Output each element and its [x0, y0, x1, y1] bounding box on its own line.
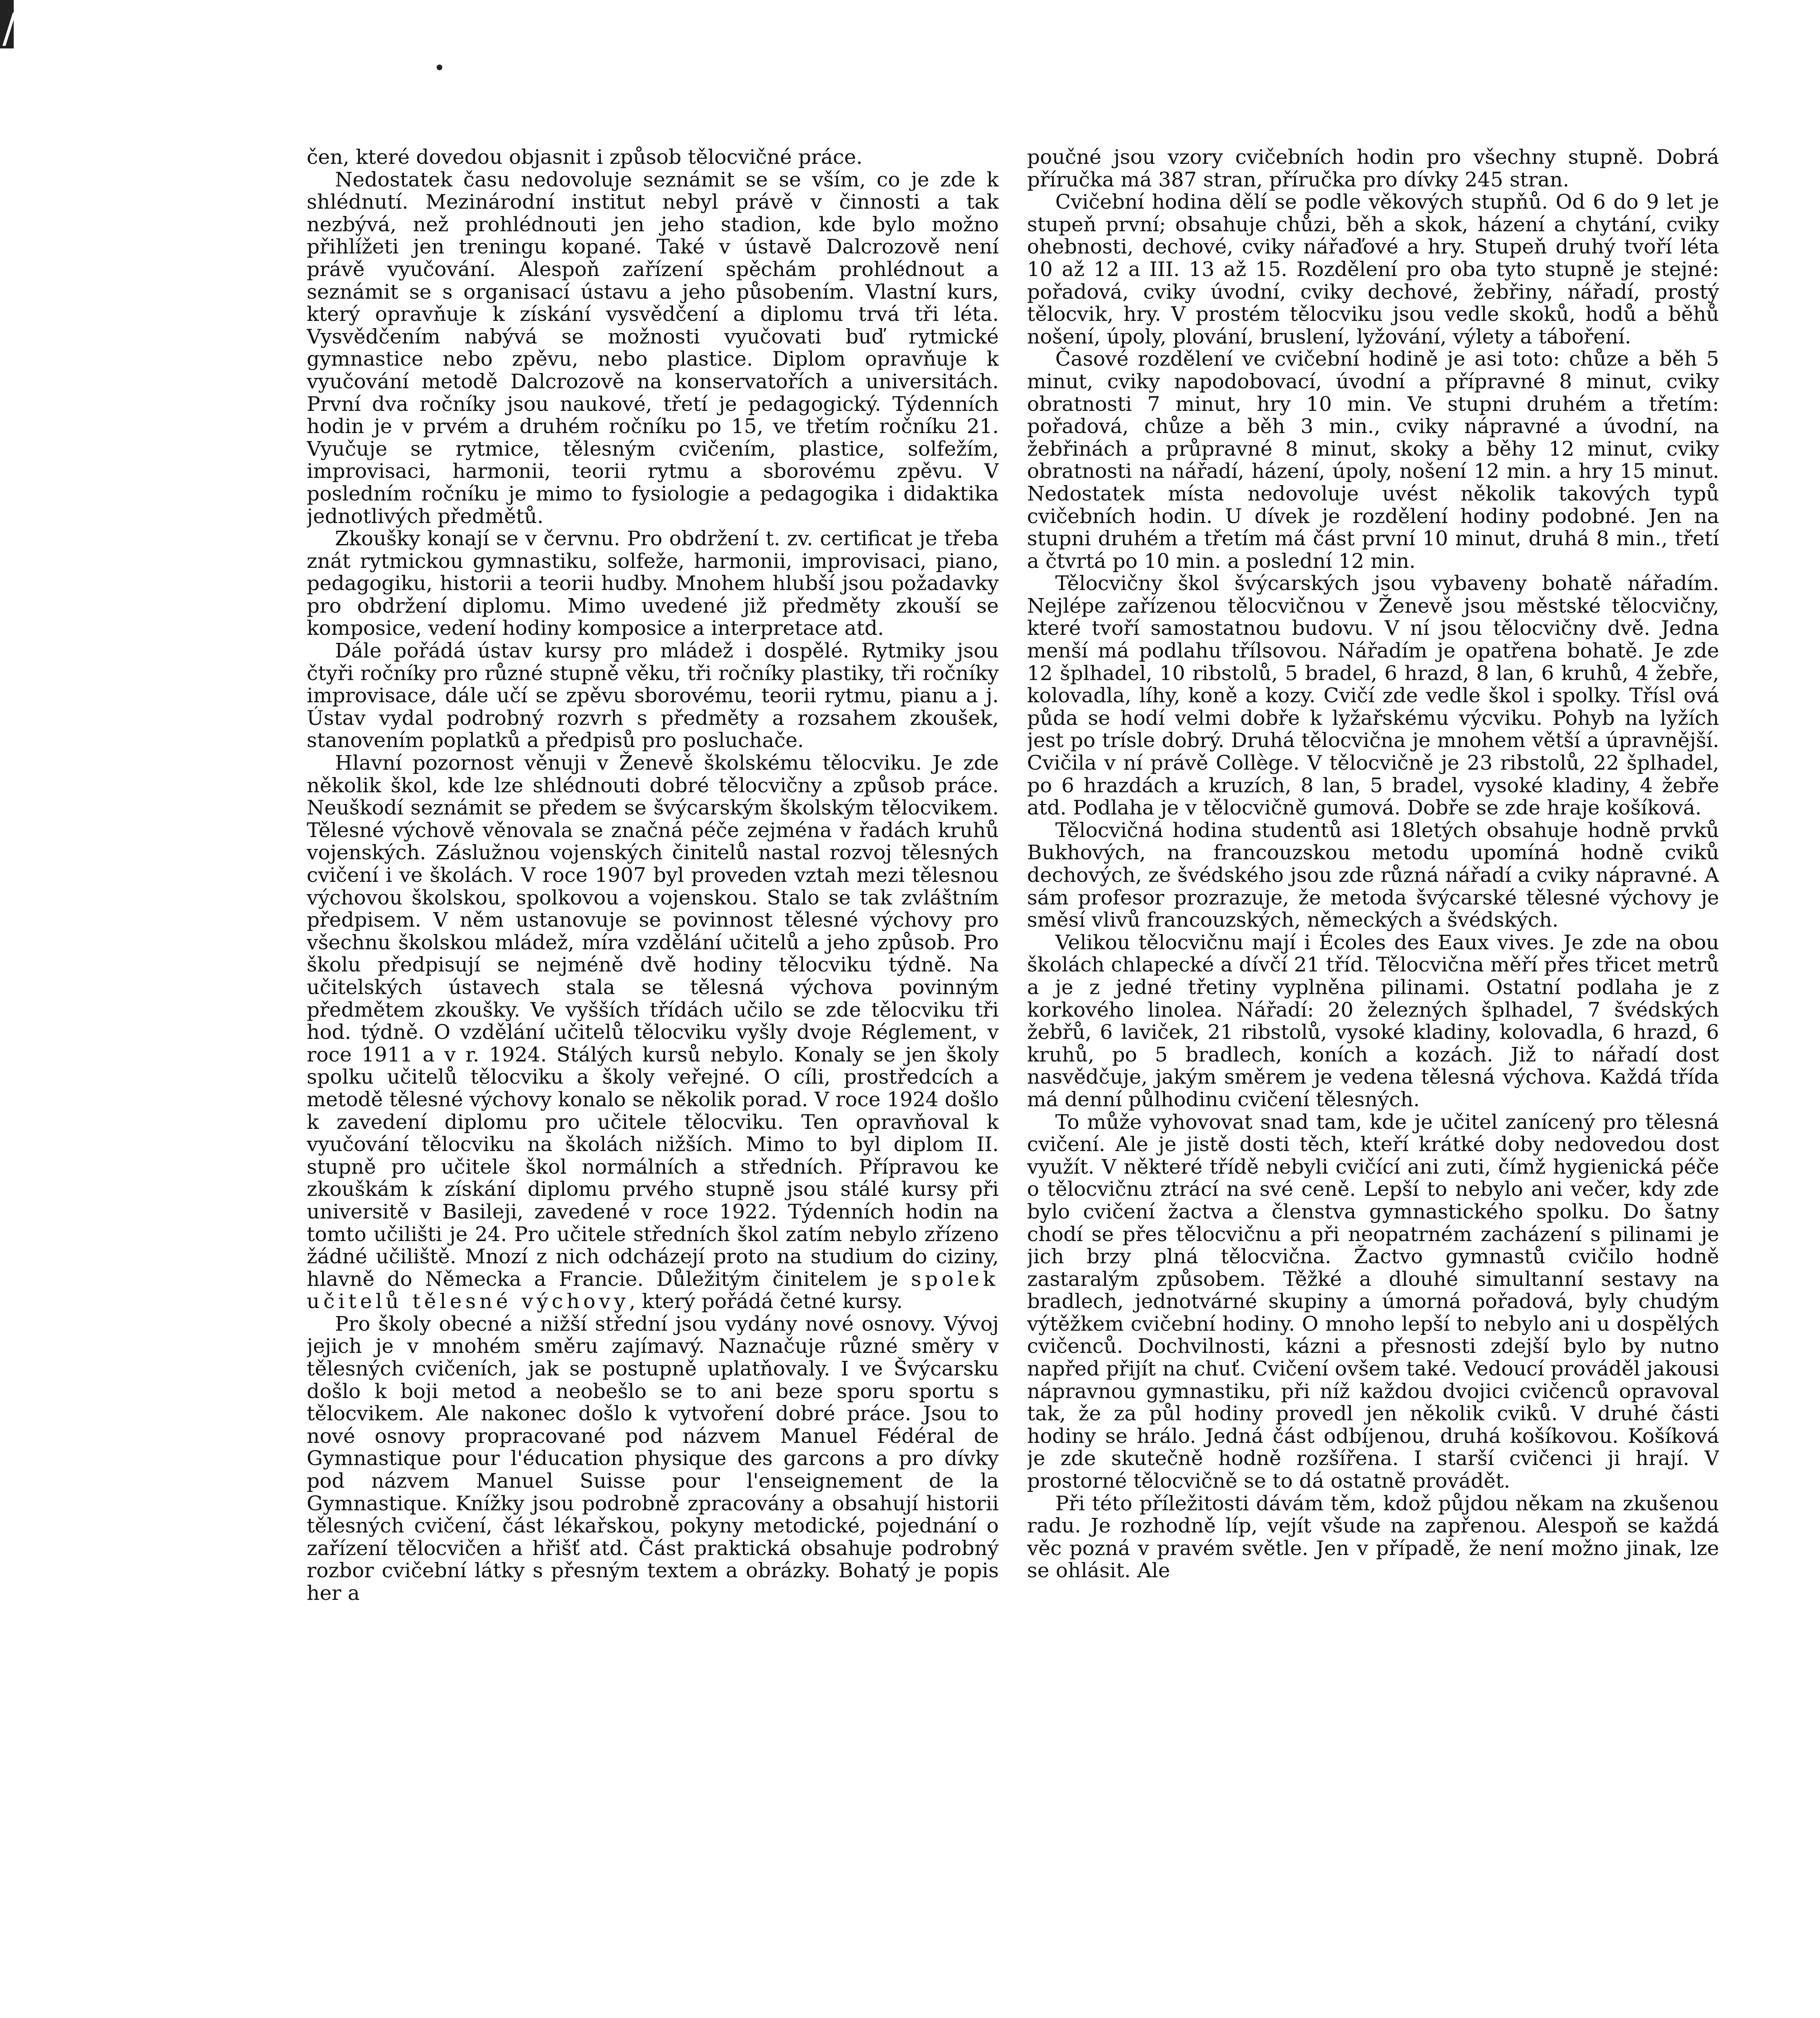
left-text-column	[307, 146, 999, 1987]
right-paragraph-3: Časové rozdělení ve cvičební hodině je asi toto: chůze a běh 5 minut, cviky napodobovací, úvodní a přípravné 8 minut, cviky obratnosti 7 minut, hry 10 min. Ve stupni druhém a třetím: pořadová, chůze a běh 3 min., cviky nápravné a úvodní, na žebřinách a průpravné 8 minut, skoky a běhy 12 minut, cviky obratnosti na nářadí, házení, úpoly, nošení 12 min. a hry 15 minut. Nedostatek místa nedovoluje uvést několik takových typů cvičebních hodin. U dívek je rozdělení hodiny podobné. Jen na stupni druhém a třetím má část první 10 minut, druhá 8 min., třetí a čtvrtá po 10 min. a poslední 12 min.	[1027, 347, 1719, 573]
scan-border-top-left	[0, 0, 16, 52]
right-paragraph-7: To může vyhovovat snad tam, kde je učitel zanícený pro tělesná cvičení. Ale je jistě dosti těch, kteří krátké doby nedovedou dost využít. V některé třídě nebyli cvičící ani zuti, čímž hygienická péče o tělocvičnu ztrácí na své ceně. Lepší to nebylo ani večer, kdy zde bylo cvičení žactva a členstva gymnastického spolku. Do šatny chodí se přes tělocvičnu a při neopatrném zacházení s pilinami je jich brzy plná tělocvična. Žactvo gymnastů cvičilo hodně zastaralým způsobem. Těžké a dlouhé simultanní sestavy na bradlech, jednotvárné skupiny a úmorná pořadová, byly chudým výtěžkem cvičební hodiny. O mnoho lepší to nebylo ani u dospělých cvičenců. Dochvilnosti, kázni a přesnosti zdejší bylo by nutno napřed přijít na chuť. Cvičení ovšem také. Vedoucí prováděl jakousi nápravnou gymnastiku, při níž každou dvojici cvičenců opravoval tak, že za půl hodiny provedl jen několik cviků. V druhé části hodiny se hrálo. Jedná část odbíjenou, druhá košíkovou. Košíková je zde skutečně hodně rozšířena. I starší cvičenci ji hrají. V prostorné tělocvičně se to dá ostatně provádět.	[1027, 1110, 1719, 1493]
right-paragraph-6: Velikou tělocvičnu mají i Écoles des Eaux vives. Je zde na obou školách chlapecké a dívčí 21 tříd. Tělocvična měří přes třicet metrů a je z jedné třetiny vyplněna pilinami. Ostatní podlaha je z korkového linolea. Nářadí: 20 železných šplhadel, 7 švédských žebřů, 6 laviček, 21 ribstolů, vysoké kladiny, kolovadla, 6 hrazd, 6 kruhů, po 5 bradlech, koních a kozách. Již to nářadí dost nasvědčuje, jakým směrem je vedena tělesná výchova. Každá třída má denní půlhodinu cvičení tělesných.	[1027, 930, 1719, 1111]
right-paragraph-5: Tělocvičná hodina studentů asi 18letých obsahuje hodně prvků Bukhových, na francouzskou metodu upomíná hodně cviků dechových, ze švédského jsou zde různá nářadí a cviky nápravné. A sám profesor prozrazuje, že metoda švýcarské tělesné výchovy je směsí vlivů francouzských, německých a švédských.	[1027, 818, 1719, 932]
spaced-phrase: spolek učitelů tělesné výchovy	[307, 1267, 999, 1313]
right-text-column	[1027, 146, 1719, 1987]
corner-mark-icon: /	[2, 4, 16, 52]
ink-dot	[437, 65, 442, 70]
left-paragraph-4: Dále pořádá ústav kursy pro mládež i dospělé. Rytmiky jsou čtyři ročníky pro různé stupně věku, tři ročníky plastiky, tři ročníky improvisace, dále učí se zpěvu sborovému, teorii rytmu, pianu a j. Ústav vydal podrobný rozvrh s předměty a rozsahem zkoušek, stanovením poplatků a předpisů pro posluchače.	[307, 639, 999, 752]
left-paragraph-5-text: Hlavní pozornost věnuji v Ženevě školskému tělocviku. Je zde několik škol, kde lze shlédnouti dobré tělocvičny a způsob práce. Neuškodí seznámit se předem se švýcarským školským tělocvikem. Tělesné výchově věnovala se značná péče zejména v řadách kruhů vojenských. Záslužnou vojenských činitelů nastal rozvoj tělesných cvičení i ve školách. V roce 1907 byl proveden vztah mezi tělesnou výchovou školskou, spolkovou a vojenskou. Stalo se tak zvláštním předpisem. V něm ustanovuje se povinnost tělesné výchovy pro všechnu školskou mládež, míra vzdělání učitelů a jeho způsob. Pro školu předpisují se nejméně dvě hodiny tělocviku týdně. Na učitelských ústavech stala se tělesná výchova povinným předmětem zkoušky. Ve vyšších třídách učilo se zde tělocviku tři hod. týdně. O vzdělání učitelů tělocviku vyšly dvoje Réglement, v roce 1911 a v r. 1924. Stálých kursů nebylo. Konaly se jen školy spolku učitelů tělocviku a školy veřejné. O cíli, prostředcích a metodě tělesné výchovy konalo se několik porad. V roce 1924 došlo k zavedení diplomu pro učitele tělocviku. Ten opravňoval k vyučování tělocviku na školách nižších. Mimo to byl diplom II. stupně pro učitele škol normálních a středních. Přípravou ke zkouškám k získání diplomu prvého stupně jsou stálé kursy při universitě v Basileji, zavedené v roce 1922. Týdenních hodin na tomto učilišti je 24. Pro učitele středních škol zatím nebylo zřízeno žádné učiliště. Mnozí z nich odcházejí proto na studium do ciziny, hlavně do Německa a Francie. Důležitým činitelem je	[307, 751, 999, 1291]
left-paragraph-2: Nedostatek času nedovoluje seznámit se se vším, co je zde k shlédnutí. Mezinárodní institut nebyl právě v činnosti a tak nezbývá, než prohlédnouti jen jeho stadion, kde bylo možno přihlížeti jen treningu kopané. Také v ústavě Dalcrozově není právě vyučování. Alespoň zařízení spěchám prohlédnout a seznámit se s organisací ústavu a jeho působením. Vlastní kurs, který opravňuje k získání vysvědčení a diplomu trvá tři léta. Vysvědčením nabývá se možnosti vyučovati buď rytmické gymnastice nebo zpěvu, nebo plastice. Diplom opravňuje k vyučování metodě Dalcrozově na konservatořích a universitách. První dva ročníky jsou naukové, třetí je pedagogický. Týdenních hodin je v prvém a druhém ročníku po 15, ve třetím ročníku 21. Vyučuje se rytmice, tělesným cvičením, plastice, solfežím, improvisaci, harmonii, teorii rytmu a sborovému zpěvu. V posledním ročníku je mimo to fysiologie a pedagogika i didaktika jednotlivých předmětů.	[307, 167, 999, 528]
spaced-phrase-tail: , který pořádá četné kursy.	[629, 1290, 903, 1313]
right-paragraph-8: Při této příležitosti dávám těm, kdož půjdou někam na zkušenou radu. Je rozhodně líp, vejít všude na zapřenou. Alespoň se každá věc pozná v pravém světle. Jen v případě, že není možno jinak, lze se ohlásit. Ale	[1027, 1491, 1719, 1583]
right-paragraph-2: Cvičební hodina dělí se podle věkových stupňů. Od 6 do 9 let je stupeň první; obsahuje chůzi, běh a skok, házení a chytání, cviky ohebnosti, dechové, cviky nářaďové a hry. Stupeň druhý tvoří léta 10 až 12 a III. 13 až 15. Rozdělení pro oba tyto stupně je stejné: pořadová, cviky úvodní, cviky dechové, žebřiny, nářadí, prostý tělocvik, hry. V prostém tělocviku jsou vedle skoků, hodů a běhů nošení, úpoly, plování, bruslení, lyžování, výlety a táboření.	[1027, 190, 1719, 348]
right-paragraph-1: poučné jsou vzory cvičebních hodin pro všechny stupně. Dobrá příručka má 387 stran, příručka pro dívky 245 stran.	[1027, 146, 1719, 191]
left-paragraph-6: Pro školy obecné a nižší střední jsou vydány nové osnovy. Vývoj jejich je v mnohém směru zajímavý. Naznačuje různé směry v tělesných cvičeních, jak se postupně uplatňovaly. I ve Švýcarsku došlo k boji metod a neobešlo se to ani beze sporu sportu s tělocvikem. Ale nakonec došlo k vytvoření dobré práce. Jsou to nové osnovy propracované pod názvem Manuel Fédéral de Gymnastique pour l'éducation physique des garcons a pro dívky pod názvem Manuel Suisse pour l'enseignement de la Gymnastique. Knížky jsou podrobně zpracovány a obsahují historii tělesných cvičení, část lékařskou, pokyny metodické, pojednání o zařízení tělocvičen a hřišť atd. Část praktická obsahuje podrobný rozbor cvičební látky s přesným textem a obrázky. Bohatý je popis her a	[307, 1312, 999, 1605]
left-paragraph-5	[307, 752, 999, 1313]
left-paragraph-1: čen, které dovedou objasnit i způsob tělocvičné práce.	[307, 146, 863, 169]
right-paragraph-4: Tělocvičny škol švýcarských jsou vybaveny bohatě nářadím. Nejlépe zařízenou tělocvičnou v Ženevě jsou městské tělocvičny, které tvoří samostatnou budovu. V ní jsou tělocvičny dvě. Jedna menší má podlahu třílsovou. Nářadím je opatřena bohatě. Je zde 12 šplhadel, 10 ribstolů, 5 bradel, 6 hrazd, 8 lan, 6 kruhů, 4 žebře, kolovadla, líhy, koně a kozy. Cvičí zde vedle škol i spolky. Třísl ová půda se hodí velmi dobře k lyžařskému výcviku. Pohyb na lyžích jest po trísle dobrý. Druhá tělocvična je mnohem větší a úpravnější. Cvičila v ní právě Collège. V tělocvičně je 23 ribstolů, 22 šplhadel, po 6 hrazdách a kruzích, 8 lan, 5 bradel, vysoké kladiny, 4 žebře atd. Podlaha je v tělocvičně gumová. Dobře se zde hraje košíková.	[1027, 571, 1719, 820]
left-paragraph-3: Zkoušky konají se v červnu. Pro obdržení t. zv. certificat je třeba znát rytmickou gymnastiku, solfeže, harmonii, improvisaci, piano, pedagogiku, historii a teorii hudby. Mnohem hlubší jsou požadavky pro obdržení diplomu. Mimo uvedené již předměty zkouší se komposice, vedení hodiny komposice a interpretace atd.	[307, 527, 999, 640]
